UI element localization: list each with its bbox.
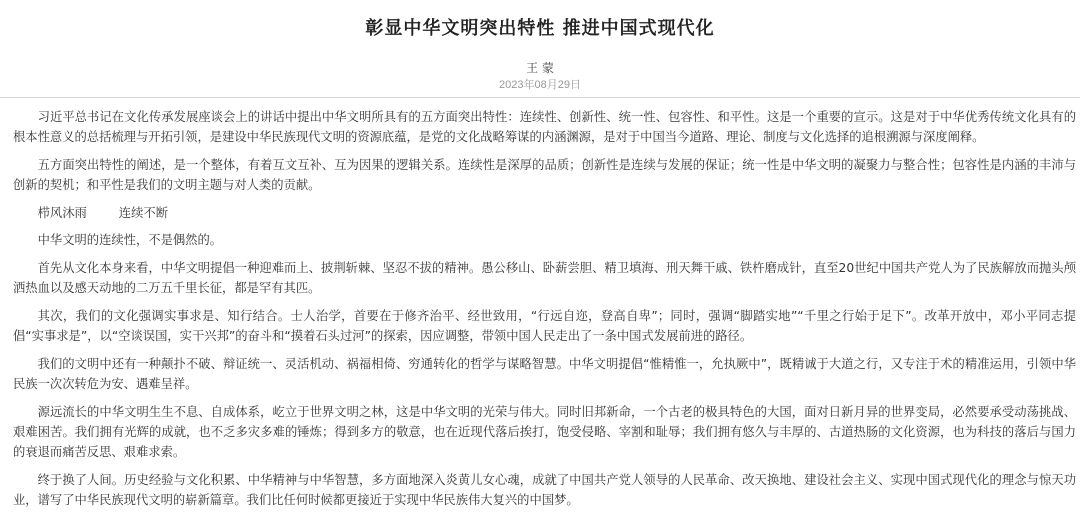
paragraph: 五方面突出特性的阐述，是一个整体，有着互文互补、互为因果的逻辑关系。连续性是深厚的品质；创新性是连续与发展的保证；统一性是中华文明的凝聚力与整合性；包容性是内涵的丰沛与创新的契机；和平性是我们的文明主题与对人类的贡献。 xyxy=(13,158,1076,192)
paragraph: 首先从文化本身来看，中华文明提倡一种迎难而上、披荆斩棘、坚忍不拔的精神。愚公移山、卧薪尝胆、精卫填海、刑天舞干戚、铁杵磨成针，直至20世纪中国共产党人为了民族解放而抛头颅洒热血以及感天动地的二万五千里长征，都是罕有其匹。 xyxy=(13,261,1076,295)
article-date: 2023年08月29日 xyxy=(499,79,581,91)
paragraph: 其次，我们的文化强调实事求是、知行结合。士人治学，首要在于修齐治平、经世致用，“行远自迩，登高自卑”；同时，强调“脚踏实地”“千里之行始于足下”。改革开放中，邓小平同志提倡“实事求是”，以“空谈误国，实干兴邦”的奋斗和“摸着石头过河”的探索，因应调整，带领中国人民走出了一条中国式发展前进的路径。 xyxy=(13,309,1076,343)
subheading-part-1: 栉风沐雨 xyxy=(37,206,87,220)
subheading-part-2: 连续不断 xyxy=(118,206,168,220)
paragraph: 终于换了人间。历史经验与文化积累、中华精神与中华智慧，多方面地深入炎黄儿女心魂，成就了中国共产党人领导的人民革命、改天换地、建设社会主义、实现中国式现代化的理念与惊天功业，谱写了中华民族现代文明的崭新篇章。我们比任何时候都更接近于实现中华民族伟大复兴的中国梦。 xyxy=(13,473,1076,507)
article-title: 彰显中华文明突出特性 推进中国式现代化 xyxy=(365,18,715,39)
section-subheading xyxy=(13,203,1076,223)
article-author: 王 蒙 xyxy=(526,61,554,75)
paragraph: 中华文明的连续性，不是偶然的。 xyxy=(37,233,223,247)
paragraph: 源远流长的中华文明生生不息、自成体系，屹立于世界文明之林，这是中华文明的光荣与伟大。同时旧邦新命，一个古老的极具特色的大国，面对日新月异的世界变局，必然要承受动荡挑战、艰难困苦。我们拥有光辉的成就，也不乏多灾多难的锤炼；得到多方的敬意，也在近现代落后挨打，饱受侵略、宰割和耻辱；我们拥有悠久与丰厚的、古道热肠的文化资源，也为科技的落后与国力的衰退而痛苦反思、艰难求索。 xyxy=(13,405,1076,459)
paragraph: 习近平总书记在文化传承发展座谈会上的讲话中提出中华文明所具有的五方面突出特性：连续性、创新性、统一性、包容性、和平性。这是一个重要的宣示。这是对于中华优秀传统文化具有的根本性意义的总括梳理与开拓引领，是建设中华民族现代文明的资源底蕴，是党的文化战略筹谋的内涵渊源，是对于中国当今道路、理论、制度与文化选择的追根溯源与深度阐释。 xyxy=(13,110,1076,144)
article-body xyxy=(13,107,1076,518)
header-divider xyxy=(0,97,1080,98)
paragraph: 我们的文明中还有一种颠扑不破、辩证统一、灵活机动、祸福相倚、穷通转化的哲学与谋略智慧。中华文明提倡“惟精惟一，允执厥中”，既精诚于大道之行，又专注于术的精准运用，引领中华民族一次次转危为安、遇难呈祥。 xyxy=(13,357,1076,391)
